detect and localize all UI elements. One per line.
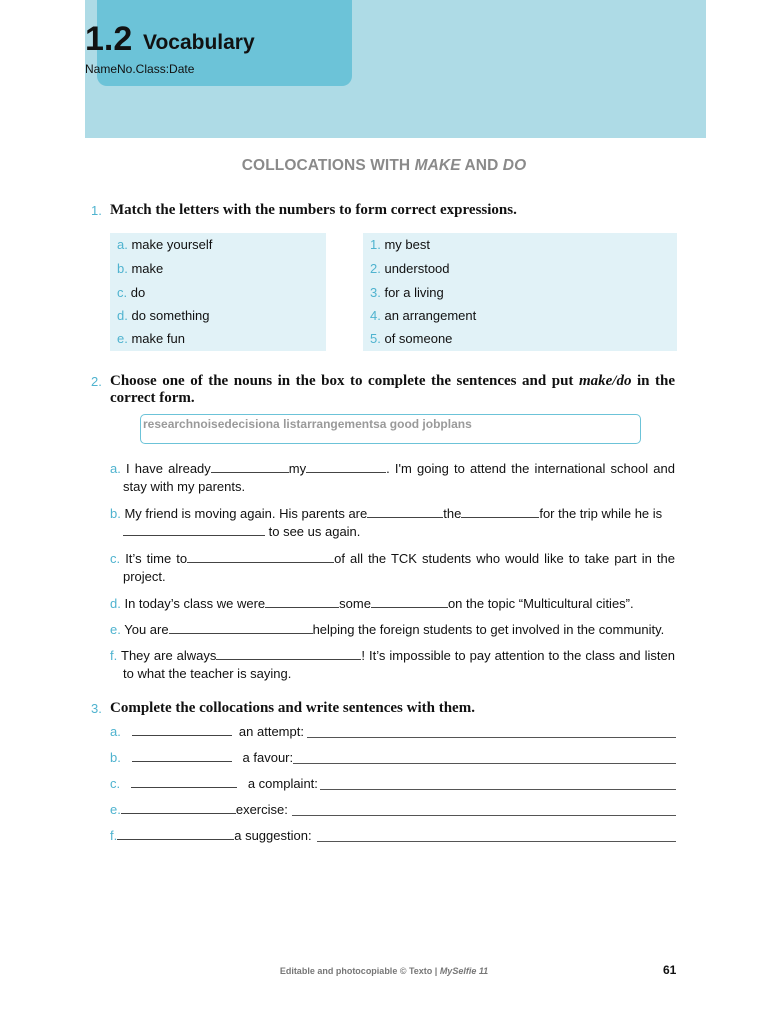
match-item-5: 5. of someone [370,331,453,346]
word-box-words: researchnoisedecisiona listarrangementsa good jobplans [143,417,472,431]
answer-line-c[interactable] [320,789,676,790]
word-box [140,414,641,444]
match-item-2: 2. understood [370,261,450,276]
blank[interactable] [216,649,361,660]
match-box-right [363,233,677,351]
match-item-b: b. make [117,261,164,276]
blank[interactable] [132,751,232,762]
match-item-d: d. do something [117,308,210,323]
answer-line-f[interactable] [317,841,676,842]
q3-number: 3. [91,701,102,716]
blank[interactable] [187,552,334,563]
collocation-row-e: e. exercise: [110,802,288,817]
q1-number: 1. [91,203,102,218]
sentence-d: d. In today’s class we were some on the topic “Multicultural cities”. [110,596,634,611]
sentence-c: c. It’s time to of all the TCK students who would like to take part in the project. [110,551,675,584]
unit-title: Vocabulary [143,31,255,54]
match-item-e: e. make fun [117,331,185,346]
blank[interactable] [211,462,289,473]
blank[interactable] [121,803,236,814]
match-item-4: 4. an arrangement [370,308,477,323]
match-item-c: c. do [117,285,146,300]
collocation-row-f: f. a suggestion: [110,828,312,843]
blank[interactable] [169,623,313,634]
q2-number: 2. [91,374,102,389]
collocation-row-a: a. an attempt: [110,724,304,739]
match-item-a: a. make yourself [117,237,213,252]
blank[interactable] [123,525,265,536]
unit-number: 1.2 [85,20,133,58]
collocation-row-c: c. a complaint: [110,776,318,791]
blank[interactable] [132,725,232,736]
sentence-f: f. They are always ! It’s impossible to pay attention to the class and listen to what the teacher is saying. [110,648,675,681]
match-item-3: 3. for a living [370,285,444,300]
match-item-1: 1. my best [370,237,430,252]
page-number: 61 [663,963,677,977]
blank[interactable] [265,597,339,608]
blank[interactable] [367,507,443,518]
sentence-e: e. You are helping the foreign students to get involved in the community. [110,622,665,637]
section-title: COLLOCATIONS WITH MAKE AND DO [241,157,527,174]
footer-credit: Editable and photocopiable © Texto | MySelfie 11 [279,966,489,976]
answer-line-b[interactable] [293,763,676,764]
blank[interactable] [131,777,237,788]
q2-instruction: Choose one of the nouns in the box to complete the sentences and put make/do in the correct form. [110,373,675,406]
blank[interactable] [371,597,448,608]
answer-line-e[interactable] [292,815,676,816]
blank[interactable] [117,829,234,840]
q3-instruction: Complete the collocations and write sentences with them. [110,700,475,716]
collocation-row-b: b. a favour: [110,750,294,765]
sentence-a: a. I have already my . I'm going to attend the international school and stay with my parents. [110,461,675,494]
blank[interactable] [461,507,539,518]
blank[interactable] [306,462,386,473]
student-fields: NameNo.Class:Date [85,62,195,76]
match-box-left [110,233,326,351]
answer-line-a[interactable] [307,737,676,738]
q1-instruction: Match the letters with the numbers to form correct expressions. [110,202,517,218]
sentence-b: b. My friend is moving again. His parents are the for the trip while he is to see us again. [110,506,663,539]
